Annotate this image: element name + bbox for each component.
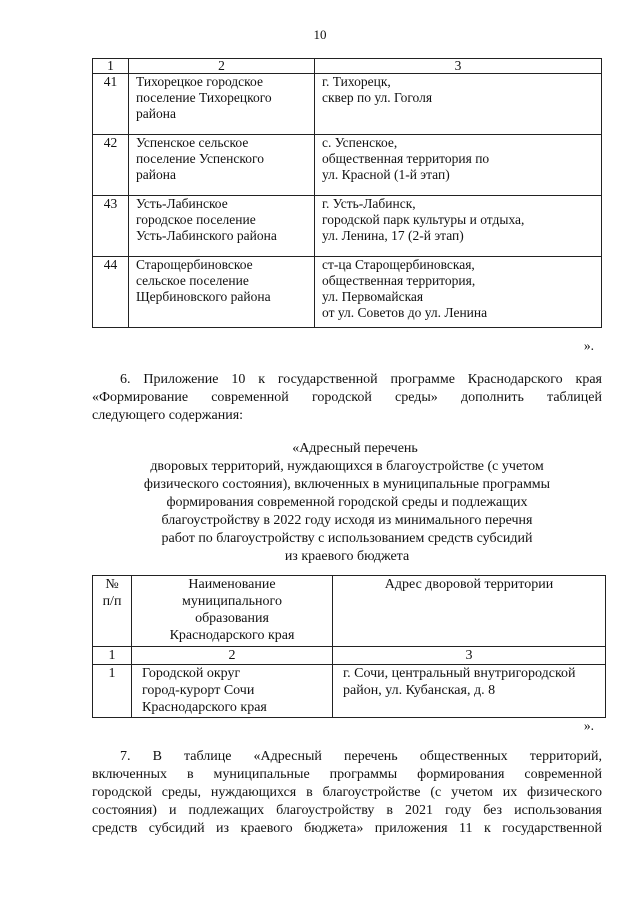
column-number-1: 1 (93, 647, 132, 665)
cell-line: поселение Успенского (136, 151, 264, 166)
column-number-2: 2 (132, 647, 333, 665)
cell-line: с. Успенское, (322, 135, 398, 150)
heading-line: «Адресный перечень (292, 441, 418, 456)
cell-line: района (136, 106, 176, 121)
paragraph-line: включенных в муниципальные программы формирования современной (92, 767, 602, 782)
row-number: 1 (93, 665, 132, 718)
address-cell (315, 196, 602, 257)
heading-line: из краевого бюджета (284, 549, 410, 564)
municipality-cell (129, 74, 315, 135)
paragraph-line: состояния) и подлежащих благоустройству в 2021 году без использования (92, 803, 602, 818)
cell-line: ст-ца Старощербиновская, (322, 257, 475, 272)
table-header-row (93, 59, 602, 74)
column-numbers-row (93, 647, 606, 665)
cell-line: городское поселение (136, 212, 256, 227)
cell-line: городской парк культуры и отдыха, (322, 212, 525, 227)
paragraph-line: 7. В таблице «Адресный перечень общественных территорий, (120, 749, 602, 764)
address-cell (315, 257, 602, 328)
heading-line: работ по благоустройству с использованием средств субсидий (161, 531, 533, 546)
header-line: Краснодарского края (169, 628, 295, 643)
cell-line: Городской округ (142, 666, 241, 681)
header-line: образования (195, 611, 269, 626)
paragraph-line: городской среды, нуждающихся в благоустройстве (с учетом их физического (92, 785, 602, 800)
heading-line: благоустройству в 2022 году исходя из минимального перечня (161, 513, 533, 528)
cell-line: Краснодарского края (142, 700, 267, 715)
public-territories-table-continued (92, 58, 602, 328)
address-cell (315, 135, 602, 196)
table-row (93, 74, 602, 135)
paragraph-line: следующего содержания: (92, 408, 244, 423)
table-row (93, 257, 602, 328)
row-number: 43 (93, 196, 129, 257)
heading-line: физического состояния), включенных в муниципальные программы (143, 477, 551, 492)
address-cell (315, 74, 602, 135)
row-number: 42 (93, 135, 129, 196)
page-number: 10 (313, 27, 327, 42)
cell-line: Щербиновского района (136, 289, 271, 304)
cell-line: района (136, 167, 176, 182)
table-closing-quote: ». (583, 718, 594, 733)
cell-line: сквер по ул. Гоголя (322, 90, 433, 105)
heading-line: дворовых территорий, нуждающихся в благоустройстве (с учетом (150, 459, 544, 474)
table-heading (92, 440, 602, 566)
paragraph-7 (92, 748, 602, 838)
cell-line: Усть-Лабинского района (136, 228, 277, 243)
paragraph-line: «Формирование современной городской среды» дополнить таблицей (92, 390, 602, 405)
header-line: № (105, 577, 119, 592)
cell-line: Усть-Лабинское (136, 196, 228, 211)
cell-line: г. Сочи, центральный внутригородской (343, 666, 576, 681)
header-line: Наименование (188, 577, 276, 592)
municipality-cell (129, 257, 315, 328)
municipality-cell (132, 665, 333, 718)
municipality-cell (129, 135, 315, 196)
cell-line: район, ул. Кубанская, д. 8 (343, 683, 496, 698)
municipality-cell (129, 196, 315, 257)
header-line: муниципального (182, 594, 282, 609)
row-number: 41 (93, 74, 129, 135)
cell-line: г. Усть-Лабинск, (322, 196, 416, 211)
column-number-3: 3 (315, 59, 602, 74)
cell-line: ул. Красной (1-й этап) (322, 167, 450, 182)
address-column-header: Адрес дворовой территории (333, 576, 606, 647)
column-number-3: 3 (333, 647, 606, 665)
table-header-row (93, 576, 606, 647)
cell-line: поселение Тихорецкого (136, 90, 272, 105)
cell-line: от ул. Советов до ул. Ленина (322, 305, 488, 320)
cell-line: Старощербиновское (136, 257, 253, 272)
column-number-1: 1 (93, 59, 129, 74)
paragraph-line: 6. Приложение 10 к государственной программе Краснодарского края (120, 372, 602, 387)
table-closing-quote: ». (583, 338, 594, 353)
paragraph-line: средств субсидий из краевого бюджета» приложения 11 к государственной (92, 821, 602, 836)
cell-line: Успенское сельское (136, 135, 249, 150)
municipality-column-header (132, 576, 333, 647)
column-number-2: 2 (129, 59, 315, 74)
header-line: п/п (102, 594, 122, 609)
table-row (93, 135, 602, 196)
heading-line: формирования современной городской среды и подлежащих (166, 495, 528, 510)
cell-line: сельское поселение (136, 273, 249, 288)
cell-line: г. Тихорецк, (322, 74, 391, 89)
table-row (93, 196, 602, 257)
address-cell (333, 665, 606, 718)
cell-line: город-курорт Сочи (142, 683, 255, 698)
table-row (93, 665, 606, 718)
yard-territories-table (92, 575, 606, 718)
row-number: 44 (93, 257, 129, 328)
cell-line: ул. Первомайская (322, 289, 424, 304)
cell-line: Тихорецкое городское (136, 74, 263, 89)
cell-line: общественная территория, (322, 273, 476, 288)
number-column-header (93, 576, 132, 647)
cell-line: ул. Ленина, 17 (2-й этап) (322, 228, 464, 243)
cell-line: общественная территория по (322, 151, 490, 166)
paragraph-6 (92, 371, 602, 425)
